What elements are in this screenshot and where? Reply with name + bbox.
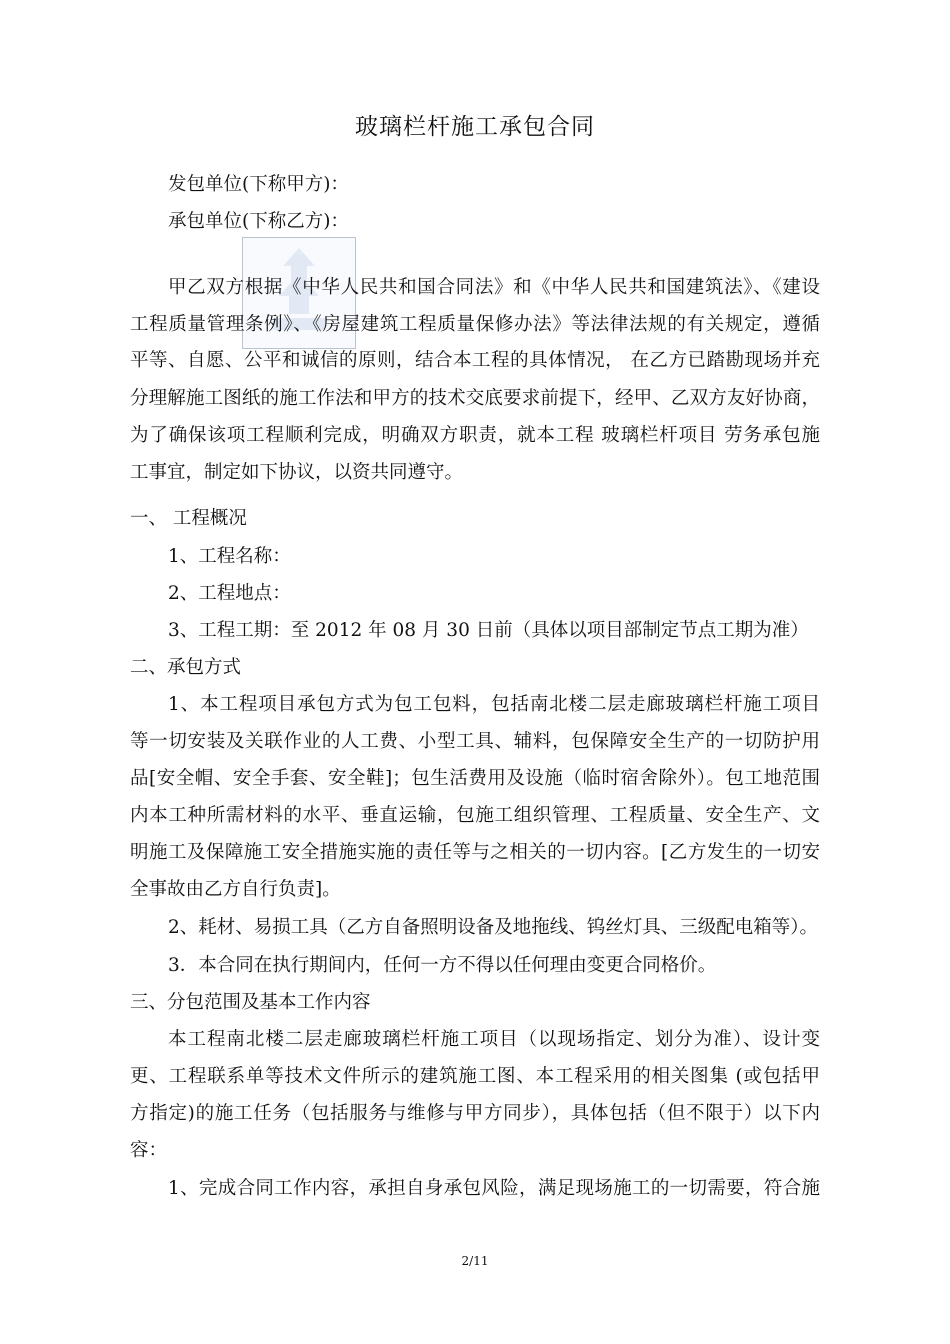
- section-3-para-line-3: 方指定)的施工任务（包括服务与维修与甲方同步），具体包括（但不限于）以下内: [130, 1103, 820, 1124]
- intro-line-2: 工程质量管理条例》、《房屋建筑工程质量保修办法》等法律法规的有关规定，遵循: [130, 314, 820, 335]
- section-2-para-line-3: 品[安全帽、安全手套、安全鞋]；包生活费用及设施（临时宿舍除外）。包工地范围: [130, 768, 820, 789]
- intro-line-1: 甲乙双方根据《中华人民共和国合同法》和《中华人民共和国建筑法》、《建设: [168, 277, 820, 298]
- section-1-item-1: 1、工程名称：: [168, 546, 291, 567]
- section-2-para-line-2: 等一切安装及关联作业的人工费、小型工具、辅料，包保障安全生产的一切防护用: [130, 731, 820, 752]
- section-2-item-3: 3．本合同在执行期间内，任何一方不得以任何理由变更合同格价。: [168, 955, 717, 976]
- section-2-para-line-4: 内本工种所需材料的水平、垂直运输，包施工组织管理、工程质量、安全生产、文: [130, 805, 820, 826]
- section-3-para-line-2: 更、工程联系单等技术文件所示的建筑施工图、本工程采用的相关图集 (或包括甲: [130, 1066, 820, 1087]
- section-2-para-line-1: 1、本工程项目承包方式为包工包料，包括南北楼二层走廊玻璃栏杆施工项目: [168, 694, 820, 715]
- intro-line-5: 为了确保该项工程顺利完成，明确双方职责，就本工程 玻璃栏杆项目 劳务承包施: [130, 425, 820, 446]
- section-1-item-2: 2、工程地点：: [168, 583, 291, 604]
- page-number: 2/11: [461, 1254, 489, 1268]
- section-2-item-2: 2、耗材、易损工具（乙方自备照明设备及地拖线、钨丝灯具、三级配电箱等）。: [168, 917, 819, 938]
- section-1-item-3: 3、工程工期：至 2012 年 08 月 30 日前（具体以项目部制定节点工期为准）: [168, 620, 809, 641]
- section-3-para-line-4: 容：: [130, 1140, 168, 1161]
- intro-line-6: 工事宜，制定如下协议，以资共同遵守。: [130, 462, 464, 483]
- section-2-heading: 二、承包方式: [130, 657, 242, 678]
- document-title: 玻璃栏杆施工承包合同: [355, 114, 595, 140]
- section-3-para-line-1: 本工程南北楼二层走廊玻璃栏杆施工项目（以现场指定、划分为准）、设计变: [168, 1029, 820, 1050]
- section-3-item-1: 1、完成合同工作内容，承担自身承包风险，满足现场施工的一切需要，符合施: [168, 1178, 820, 1199]
- section-2-para-line-6: 全事故由乙方自行负责]。: [130, 879, 341, 900]
- section-3-heading: 三、分包范围及基本工作内容: [130, 992, 371, 1013]
- intro-line-4: 分理解施工图纸的施工作法和甲方的技术交底要求前提下，经甲、乙双方友好协商，: [130, 388, 820, 409]
- intro-line-3: 平等、自愿、公平和诚信的原则，结合本工程的具体情况， 在乙方已踏勘现场并充: [130, 350, 820, 371]
- party-a-line: 发包单位(下称甲方)：: [168, 174, 349, 195]
- section-2-para-line-5: 明施工及保障施工安全措施实施的责任等与之相关的一切内容。[乙方发生的一切安: [130, 842, 820, 863]
- party-b-line: 承包单位(下称乙方)：: [168, 211, 349, 232]
- section-1-heading: 一、 工程概况: [130, 508, 247, 529]
